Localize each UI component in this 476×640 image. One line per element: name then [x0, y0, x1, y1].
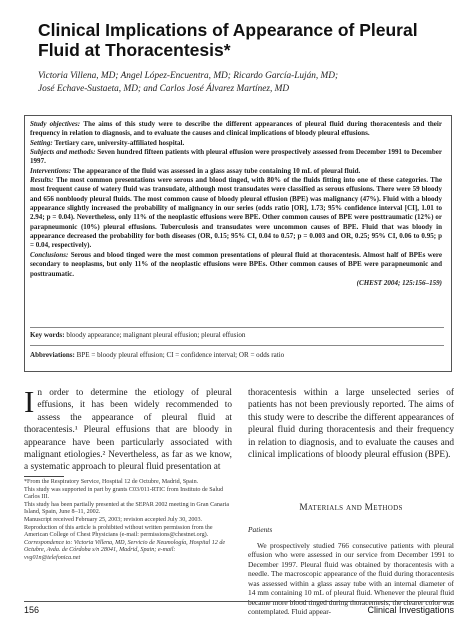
keywords: Key words: bloody appearance; malignant pleural effusion; pleural effusion [30, 331, 246, 339]
abstract [30, 120, 442, 288]
abstract-subjects: Subjects and methods: Seven hundred fifteen patients with pleural effusion were prospectively assessed from December 1991 to December 1997. [30, 148, 443, 166]
intro-text-left: n order to determine the etiology of pleural effusions, it has been widely recommended to assess the appearance of pleural fluid at thoracentesis.¹ Pleural effusions that are bloody in appearance have been particularly associated with malignant etiologies.² Nevertheless, as far as we know, a systematic approach to pleural fluid presentation at [24, 388, 232, 473]
article-title: Clinical Implications of Appearance of Pleural Fluid at Thoracentesis* [38, 20, 418, 60]
methods-heading: Materials and Methods [299, 503, 403, 513]
footer-divider [24, 601, 454, 602]
footnote [24, 479, 232, 563]
intro-left-column [24, 384, 232, 474]
footnote-received: Manuscript received February 25, 2003; revision accepted July 30, 2003. [24, 516, 203, 523]
footnote-support: This study was supported in part by grants C03/011-RTIC from Instituto de Salud Carlos III. [24, 486, 224, 501]
abstract-interventions: Interventions: The appearance of the fluid was assessed in a glass assay tube containing 10 mL of pleural fluid. [30, 166, 361, 175]
journal-citation: (CHEST 2004; 125:156–159) [356, 278, 442, 287]
abstract-results: Results: The most common presentations were serous and blood tinged, with 80% of the fluids fitting into one of these categories. The most frequent cause of watery fluid was transudate, although most transudates were classified as serous effusions. There were 59 bloody and 656 nonbloody pleural fluids. The most common cause of bloody pleural effusion (BPE) was malignancy (47%). Fluid with a bloody appearance slightly increased the probability of malignancy in our series (odds ratio [OR], 1.73; 95% confidence interval [CI], 1.01 to 2.94; p = 0.04). Nevertheless, only 11% of the neoplastic effusions were BPE. Other common causes of BPE were posttraumatic (12%) or parapneumonic (10%) pleural effusions. Tuberculosis and transudates were uncommon causes of BPE. Fluid that was bloody in appearance decreased the probability for both diseases (OR, 0.15; 95% CI, 0.04 to 0.57; p = 0.003 and OR, 0.25; 95% CI, 0.06 to 0.95; p = 0.04, respectively). [30, 176, 442, 250]
footnote-affiliation: *From the Respiratory Service, Hospital 12 de Octubre, Madrid, Spain. [24, 479, 199, 485]
patients-subheading: Patients [248, 525, 273, 534]
keywords-divider [30, 327, 444, 328]
methods-text: We prospectively studied 766 consecutive patients with pleural effusion who were assessed in our service from December 1991 to December 1997. Pleural fluid was obtained by thoracentesis with a needle. The macroscopic appearance of the fluid during thoracentesis was assessed within a glass assay tube with an internal diameter of 14 mm containing 10 mL of pleural fluid. Whenever the pleural fluid became more blood tinged during thoracentesis, the clearer color was contemplated. Fluid appear- [248, 541, 454, 617]
page-number: 156 [24, 605, 40, 615]
abstract-objectives: Study objectives: The aims of this study were to describe the different appearances of pleural fluid during thoracentesis and their frequency in relation to diagnosis, and to evaluate the causes and clinical implications of bloody pleural effusions. [30, 120, 443, 138]
author-line-1: Victoria Villena, MD; Angel López-Encuentra, MD; Ricardo García-Luján, MD; [38, 71, 339, 81]
abbreviations-divider [30, 345, 444, 346]
footnote-divider [24, 476, 64, 477]
abstract-setting: Setting: Tertiary care, university-affiliated hospital. [30, 138, 185, 147]
footnote-correspondence: Correspondence to: Victoria Villena, MD, Servicio de Neumología, Hospital 12 de Octubre, Avda. de Córdoba s/n 28041, Madrid, Spain; e-mail: vvg01n@telefonica.net [24, 539, 226, 561]
author-line-2: José Echave-Sustaeta, MD; and Carlos José Álvarez Martínez, MD [38, 83, 290, 94]
intro-right-column: thoracentesis within a large unselected series of patients has not been previously reported. The aims of this study were to describe the different appearances of pleural fluid during thoracentesis and their frequency in relation to diagnosis, and to evaluate the causes and clinical implications of bloody pleural effusion (BPE). [248, 388, 454, 461]
author-list [38, 70, 458, 95]
abbreviations: Abbreviations: BPE = bloody pleural effusion; CI = confidence interval; OR = odds ratio [30, 351, 285, 359]
footnote-presented: This study has been partially presented at the SEPAR 2002 meeting in Gran Canaria Island, Spain, June 8–11, 2002. [24, 501, 230, 516]
drop-cap: I [24, 384, 35, 419]
abstract-conclusions: Conclusions: Serous and blood tinged were the most common presentations of pleural fluid at thoracentesis. Almost half of BPEs were secondary to neoplasms, but only 11% of the neoplastic effusions were BPEs. Other common causes of BPE were parapneumonic and posttraumatic. [30, 250, 442, 278]
section-label: Clinical Investigations [367, 605, 454, 615]
footnote-reproduction: Reproduction of this article is prohibited without written permission from the American College of Chest Physicians (e-mail: permissions@chestnet.org). [24, 524, 213, 539]
